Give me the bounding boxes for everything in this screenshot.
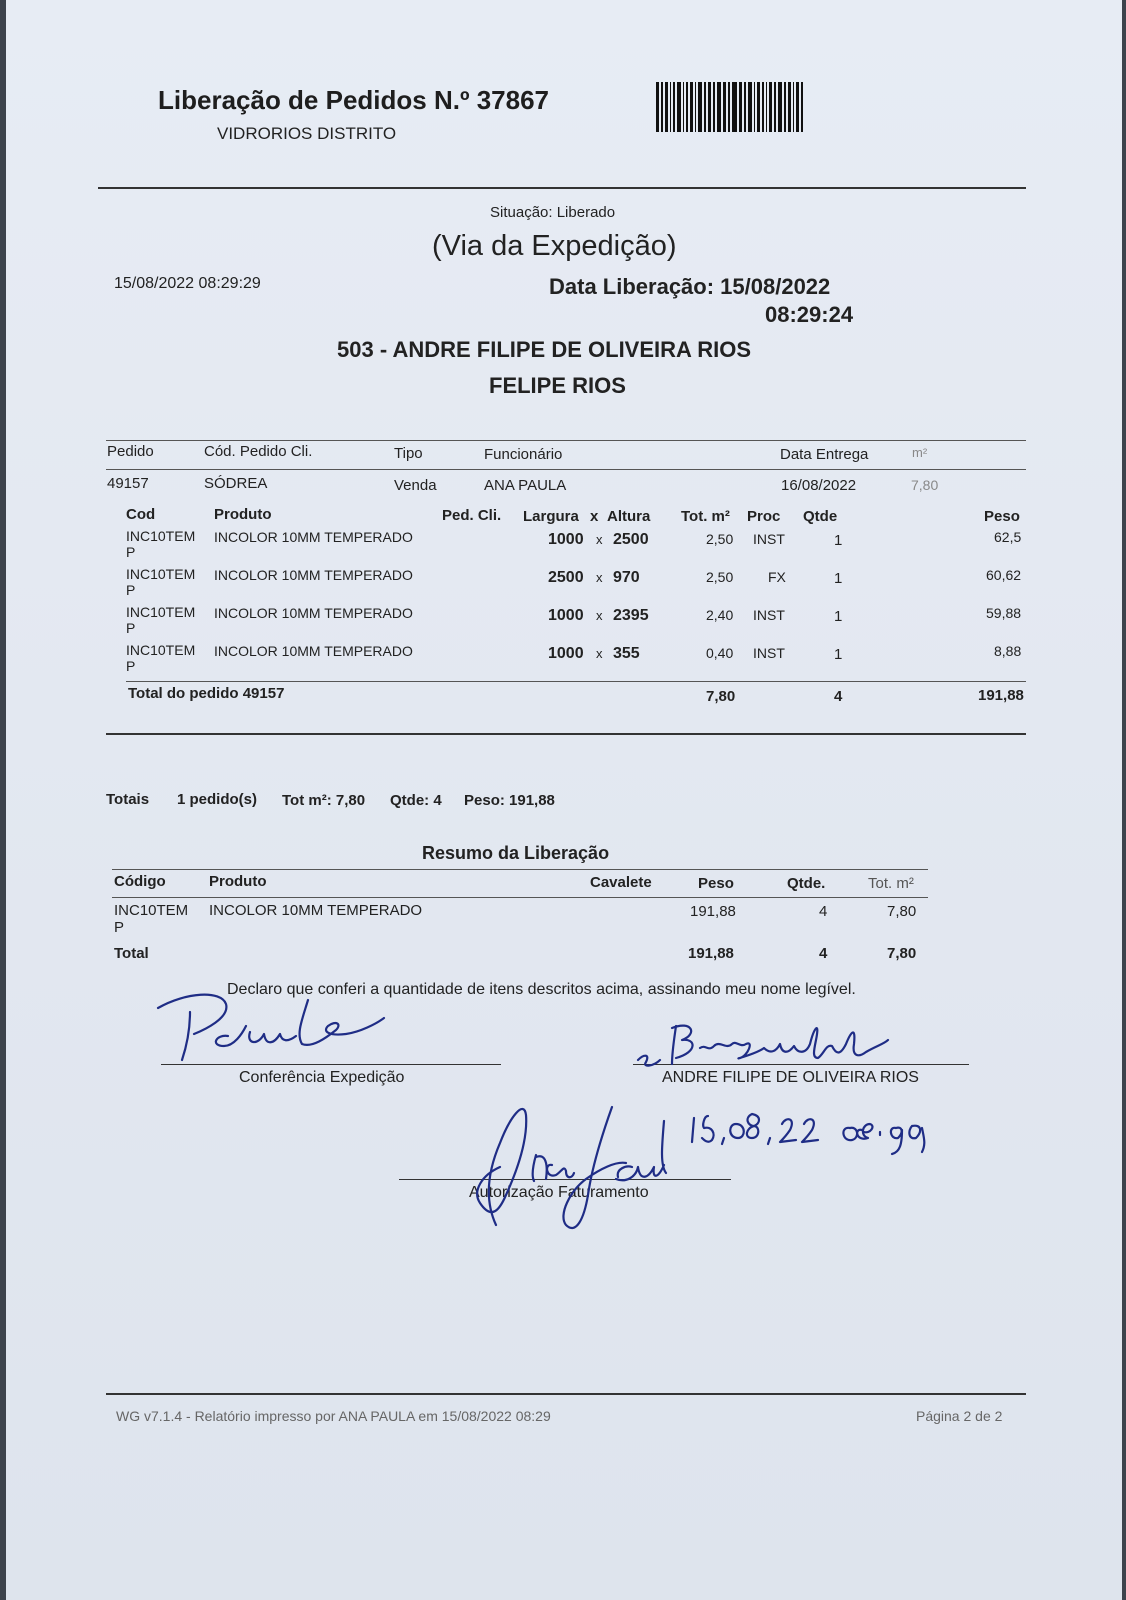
summary-total-tot-m2: 7,80 (887, 945, 917, 962)
totals-qtde: Qtde: 4 (390, 792, 442, 809)
document-page (6, 0, 1122, 1600)
summary-col-qtde: Qtde. (787, 875, 826, 892)
item-proc: FX (768, 569, 786, 585)
item-peso: 8,88 (994, 643, 1022, 659)
items-total-rule (126, 681, 1026, 682)
status-text: Situação: Liberado (490, 204, 616, 221)
item-altura: 355 (613, 645, 640, 662)
order-table-header-rule (106, 469, 1026, 470)
summary-header-rule (112, 897, 928, 898)
footer-divider (106, 1393, 1026, 1395)
summary-total-qtde: 4 (819, 945, 828, 962)
items-col-tot-m2: Tot. m² (681, 508, 730, 525)
col-tipo: Tipo (394, 445, 423, 462)
summary-qtde: 4 (819, 903, 828, 920)
item-largura: 1000 (548, 531, 584, 548)
order-pedido: 49157 (107, 475, 149, 492)
items-col-proc: Proc (747, 508, 781, 525)
items-col-peso: Peso (984, 508, 1020, 525)
item-cod-wrap: P (126, 544, 136, 560)
footer-report-info: WG v7.1.4 - Relatório impresso por ANA PAULA em 15/08/2022 08:29 (116, 1408, 551, 1424)
col-pedido: Pedido (107, 443, 154, 460)
item-tot-m2: 2,50 (706, 569, 734, 585)
item-cod: INC10TEM (126, 642, 196, 658)
summary-total-label: Total (114, 945, 149, 962)
item-largura: 2500 (548, 569, 584, 586)
print-timestamp: 15/08/2022 08:29:29 (114, 275, 261, 292)
items-col-cod: Cod (126, 506, 156, 523)
item-qtde: 1 (834, 608, 843, 625)
item-tot-m2: 0,40 (706, 645, 734, 661)
handwritten-signature-conferencia (146, 990, 396, 1070)
items-col-qtde: Qtde (803, 508, 838, 525)
signature-label-cliente: ANDRE FILIPE DE OLIVEIRA RIOS (662, 1069, 919, 1086)
document-title: Liberação de Pedidos N.º 37867 (158, 85, 549, 115)
item-altura: 2500 (613, 531, 649, 548)
item-produto: INCOLOR 10MM TEMPERADO (214, 567, 413, 583)
item-cod-wrap: P (126, 582, 136, 598)
items-col-largura: Largura (523, 508, 579, 525)
item-cod: INC10TEM (126, 604, 196, 620)
item-x: x (596, 646, 603, 661)
item-altura: 970 (613, 569, 640, 586)
order-total-m2: 7,80 (706, 688, 736, 705)
footer-page-number: Página 2 de 2 (916, 1408, 1003, 1424)
item-peso: 59,88 (986, 605, 1022, 621)
release-date: Data Liberação: 15/08/2022 (549, 274, 831, 299)
summary-col-produto: Produto (209, 873, 267, 890)
item-qtde: 1 (834, 646, 843, 663)
col-data-entrega: Data Entrega (780, 446, 869, 463)
item-cod-wrap: P (126, 658, 136, 674)
summary-codigo: INC10TEM (114, 902, 189, 919)
totals-label: Totais (106, 791, 150, 808)
copy-label: (Via da Expedição) (432, 230, 677, 262)
signature-label-conferencia: Conferência Expedição (239, 1069, 405, 1086)
items-col-x: x (590, 508, 599, 525)
totals-peso: Peso: 191,88 (464, 792, 555, 809)
totals-m2: Tot m²: 7,80 (282, 792, 366, 809)
declaration-text: Declaro que conferi a quantidade de itens descritos acima, assinando meu nome legível. (227, 981, 856, 998)
barcode (656, 82, 818, 132)
item-proc: INST (753, 607, 785, 623)
item-largura: 1000 (548, 645, 584, 662)
order-data-entrega: 16/08/2022 (781, 477, 857, 494)
item-cod: INC10TEM (126, 566, 196, 582)
release-time: 08:29:24 (765, 302, 854, 327)
company-name: VIDRORIOS DISTRITO (217, 124, 397, 143)
header-divider (98, 187, 1026, 189)
item-qtde: 1 (834, 570, 843, 587)
items-col-ped-cli: Ped. Cli. (442, 507, 502, 524)
customer-name: 503 - ANDRE FILIPE DE OLIVEIRA RIOS (337, 337, 751, 362)
item-tot-m2: 2,40 (706, 607, 734, 623)
item-peso: 60,62 (986, 567, 1022, 583)
item-largura: 1000 (548, 607, 584, 624)
summary-produto: INCOLOR 10MM TEMPERADO (209, 902, 423, 919)
order-tipo: Venda (394, 477, 437, 494)
handwritten-date (690, 1108, 960, 1158)
summary-col-tot-m2: Tot. m² (868, 875, 914, 892)
item-proc: INST (753, 531, 785, 547)
summary-col-peso: Peso (698, 875, 734, 892)
handwritten-signature-cliente (636, 1014, 936, 1074)
customer-nickname: FELIPE RIOS (489, 373, 626, 398)
col-funcionario: Funcionário (484, 446, 563, 463)
order-funcionario: ANA PAULA (484, 477, 567, 494)
summary-title: Resumo da Liberação (422, 843, 610, 863)
handwritten-signature-autorizacao (466, 1095, 696, 1235)
item-produto: INCOLOR 10MM TEMPERADO (214, 605, 413, 621)
signature-label-autorizacao: Autorização Faturamento (469, 1184, 649, 1201)
summary-total-peso: 191,88 (688, 945, 734, 962)
col-cod-pedido-cli: Cód. Pedido Cli. (204, 443, 313, 460)
item-peso: 62,5 (994, 529, 1022, 545)
summary-codigo-wrap: P (114, 919, 125, 936)
summary-peso: 191,88 (690, 903, 736, 920)
order-cod-pedido-cli: SÓDREA (204, 475, 268, 492)
items-col-altura: Altura (607, 508, 651, 525)
item-tot-m2: 2,50 (706, 531, 734, 547)
item-produto: INCOLOR 10MM TEMPERADO (214, 529, 413, 545)
item-x: x (596, 570, 603, 585)
summary-tot-m2: 7,80 (887, 903, 917, 920)
item-qtde: 1 (834, 532, 843, 549)
totals-pedidos: 1 pedido(s) (177, 791, 258, 808)
item-cod: INC10TEM (126, 528, 196, 544)
col-m2: m² (912, 445, 928, 460)
order-total-peso: 191,88 (978, 687, 1024, 704)
order-section-divider (106, 733, 1026, 735)
item-x: x (596, 532, 603, 547)
summary-top-rule (112, 869, 928, 870)
item-proc: INST (753, 645, 785, 661)
items-col-produto: Produto (214, 506, 272, 523)
item-x: x (596, 608, 603, 623)
summary-col-cavalete: Cavalete (590, 874, 652, 891)
order-m2: 7,80 (911, 477, 939, 493)
order-total-qtde: 4 (834, 688, 843, 705)
order-total-label: Total do pedido 49157 (128, 685, 285, 702)
item-produto: INCOLOR 10MM TEMPERADO (214, 643, 413, 659)
item-cod-wrap: P (126, 620, 136, 636)
order-table-top-rule (106, 440, 1026, 441)
item-altura: 2395 (613, 607, 649, 624)
summary-col-codigo: Código (114, 873, 166, 890)
